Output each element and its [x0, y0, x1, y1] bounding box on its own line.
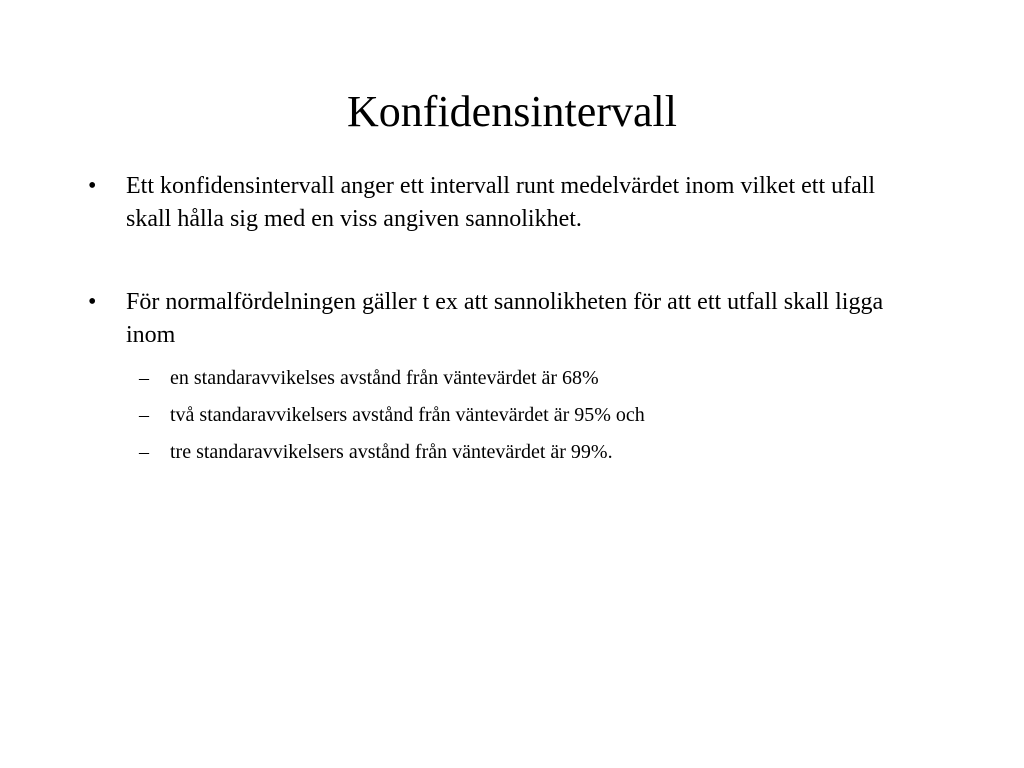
sub-bullet-marker: –	[139, 441, 149, 463]
bullet-marker: •	[88, 173, 97, 199]
bullet-spacer	[126, 236, 926, 286]
bullet-item	[88, 286, 926, 352]
sub-bullet-text: en standaravvikelses avstånd från väntevärdet är 68%	[170, 367, 599, 389]
bullet-text: För normalfördelningen gäller t ex att sannolikheten för att ett utfall skall ligga inom	[126, 289, 884, 348]
sub-bullet-list	[126, 360, 926, 471]
slide-body	[88, 170, 926, 471]
sub-bullet-marker: –	[139, 367, 149, 389]
sub-bullet-text: två standaravvikelsers avstånd från väntevärdet är 95% och	[170, 404, 645, 426]
bullet-item	[88, 170, 926, 236]
sub-bullet-item	[139, 360, 926, 397]
sub-bullet-item	[139, 397, 926, 434]
bullet-text: Ett konfidensintervall anger ett intervall runt medelvärdet inom vilket ett ufall skall hålla sig med en viss angiven sannolikhet.	[126, 173, 876, 232]
sub-bullet-item	[139, 434, 926, 471]
bullet-marker: •	[88, 289, 97, 315]
slide-title: Konfidensintervall	[347, 87, 677, 136]
sub-bullet-text: tre standaravvikelsers avstånd från väntevärdet är 99%.	[170, 441, 613, 463]
sub-bullet-marker: –	[139, 404, 149, 426]
